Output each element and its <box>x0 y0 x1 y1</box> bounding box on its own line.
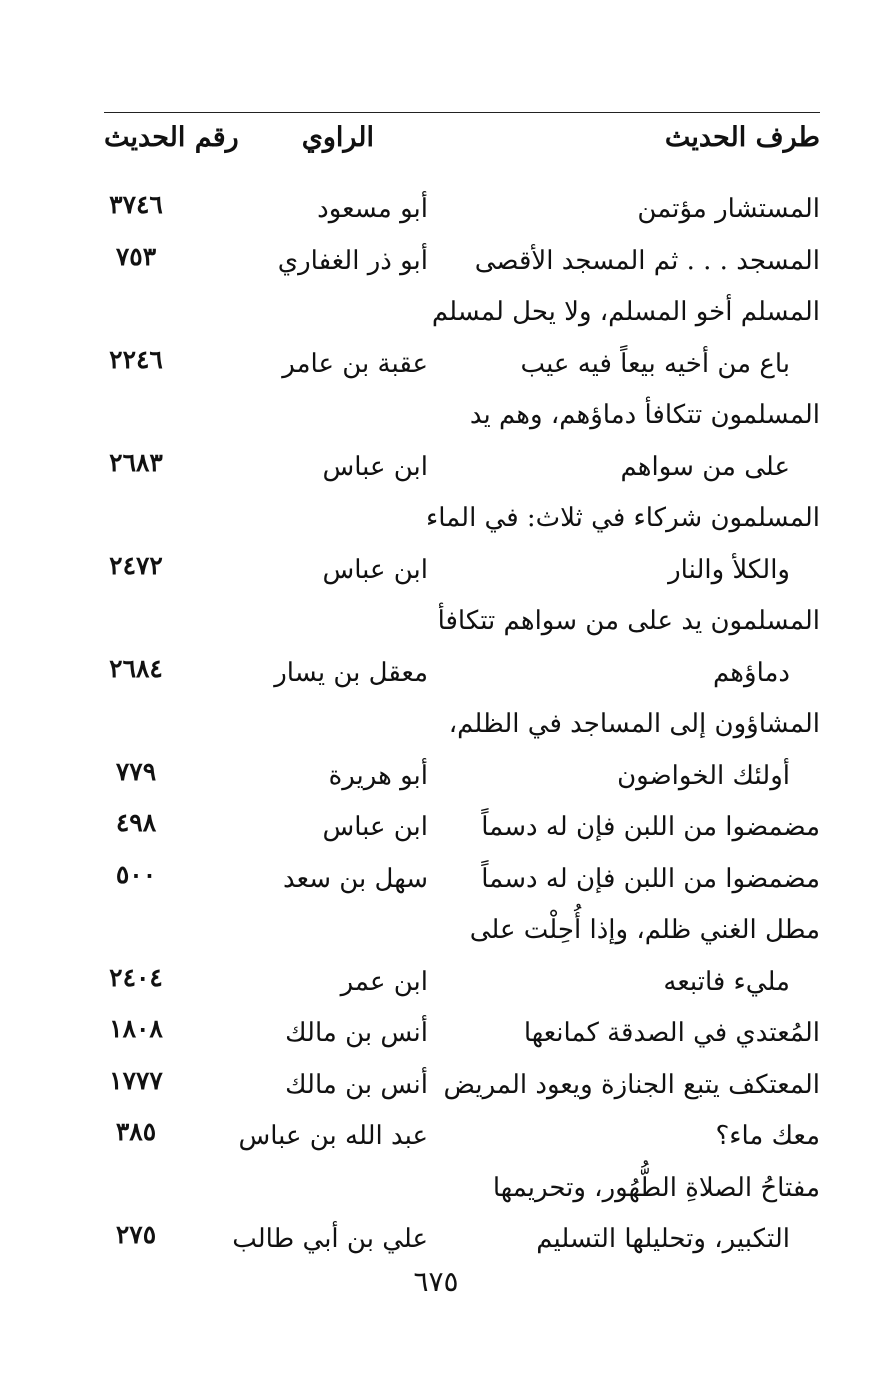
table-row <box>104 751 820 803</box>
narrator-name: علي بن أبي طالب <box>232 1224 428 1254</box>
table-header <box>104 118 820 164</box>
table-row <box>104 236 820 288</box>
hadith-number: ٧٥٣ <box>115 241 157 271</box>
narrator-name: ابن عباس <box>322 451 428 482</box>
table-row <box>104 905 820 957</box>
narrator-name: عقبة بن عامر <box>282 348 428 379</box>
table-row <box>104 287 820 339</box>
table-row <box>104 699 820 751</box>
table-row <box>104 1163 820 1215</box>
table-row <box>104 1008 820 1060</box>
table-row <box>104 493 820 545</box>
narrator-name: عبد الله بن عباس <box>238 1121 428 1151</box>
hadith-number: ٢٦٨٤ <box>109 653 163 683</box>
hadith-phrase-continuation: على من سواهم <box>620 451 790 482</box>
narrator-name: أبو هريرة <box>328 760 428 791</box>
header-rule <box>104 112 820 113</box>
table-row <box>104 339 820 391</box>
narrator-name: معقل بن يسار <box>274 657 428 688</box>
hadith-number: ١٨٠٨ <box>109 1014 163 1043</box>
hadith-number: ٧٧٩ <box>115 756 157 786</box>
hadith-number: ٣٧٤٦ <box>109 190 163 219</box>
table-row <box>104 596 820 648</box>
table-row <box>104 648 820 700</box>
hadith-phrase-continuation: مليء فاتبعه <box>663 966 790 997</box>
hadith-phrase: معك ماء؟ <box>715 1121 820 1151</box>
hadith-phrase-continuation: والكلأ والنار <box>668 554 790 585</box>
page-number: ٦٧٥ <box>413 1265 459 1298</box>
hadith-index-table <box>104 184 820 1266</box>
narrator-name: أبو مسعود <box>317 194 428 224</box>
hadith-phrase-continuation: أولئك الخواضون <box>617 760 790 791</box>
table-row <box>104 184 820 236</box>
hadith-number: ٥٠٠ <box>115 859 157 889</box>
narrator-name: ابن عباس <box>322 554 428 585</box>
hadith-phrase: المسلمون يد على من سواهم تتكافأ <box>437 606 820 636</box>
hadith-phrase: المسلمون شركاء في ثلاث: في الماء <box>425 503 820 533</box>
hadith-phrase: المسلم أخو المسلم، ولا يحل لمسلم <box>431 297 820 327</box>
hadith-number: ٢٢٤٦ <box>109 344 163 374</box>
table-row <box>104 1060 820 1112</box>
hadith-phrase: المشاؤون إلى المساجد في الظلم، <box>448 709 820 739</box>
narrator-name: أبو ذر الغفاري <box>277 245 428 276</box>
narrator-name: ابن عباس <box>322 812 428 842</box>
header-hadith-phrase: طرف الحديث <box>664 122 820 153</box>
table-row <box>104 1111 820 1163</box>
narrator-name: أنس بن مالك <box>285 1069 428 1100</box>
table-row <box>104 1214 820 1266</box>
hadith-number: ٢٧٥ <box>115 1220 157 1249</box>
table-row <box>104 545 820 597</box>
hadith-phrase: مضمضوا من اللبن فإن له دسماً <box>481 812 820 842</box>
hadith-phrase: المُعتدي في الصدقة كمانعها <box>523 1018 820 1048</box>
table-row <box>104 854 820 906</box>
hadith-number: ١٧٧٧ <box>109 1065 163 1095</box>
narrator-name: ابن عمر <box>340 966 428 997</box>
hadith-number: ٢٤٠٤ <box>109 962 163 992</box>
hadith-phrase: مضمضوا من اللبن فإن له دسماً <box>481 863 820 894</box>
hadith-number: ٢٦٨٣ <box>109 447 163 477</box>
hadith-number: ٤٩٨ <box>115 808 157 837</box>
hadith-phrase: مطل الغني ظلم، وإذا أُحِلْت على <box>469 915 820 945</box>
hadith-phrase: مفتاحُ الصلاةِ الطُّهُور، وتحريمها <box>492 1172 820 1203</box>
hadith-phrase: المسجد . . . ثم المسجد الأقصى <box>474 245 820 276</box>
hadith-phrase: المعتكف يتبع الجنازة ويعود المريض <box>443 1069 820 1100</box>
table-row <box>104 390 820 442</box>
hadith-number: ٢٤٧٢ <box>109 550 163 580</box>
table-row <box>104 957 820 1009</box>
hadith-phrase-continuation: باع من أخيه بيعاً فيه عيب <box>520 348 790 379</box>
hadith-phrase-continuation: التكبير، وتحليلها التسليم <box>536 1224 790 1254</box>
header-narrator: الراوي <box>301 122 374 153</box>
narrator-name: سهل بن سعد <box>283 863 428 894</box>
hadith-phrase: المستشار مؤتمن <box>637 194 820 224</box>
table-row <box>104 442 820 494</box>
hadith-phrase-continuation: دماؤهم <box>713 657 790 688</box>
table-row <box>104 802 820 854</box>
header-hadith-number: رقم الحديث <box>104 122 239 153</box>
narrator-name: أنس بن مالك <box>285 1018 428 1048</box>
hadith-phrase: المسلمون تتكافأ دماؤهم، وهم يد <box>469 400 820 430</box>
hadith-number: ٣٨٥ <box>115 1117 157 1146</box>
